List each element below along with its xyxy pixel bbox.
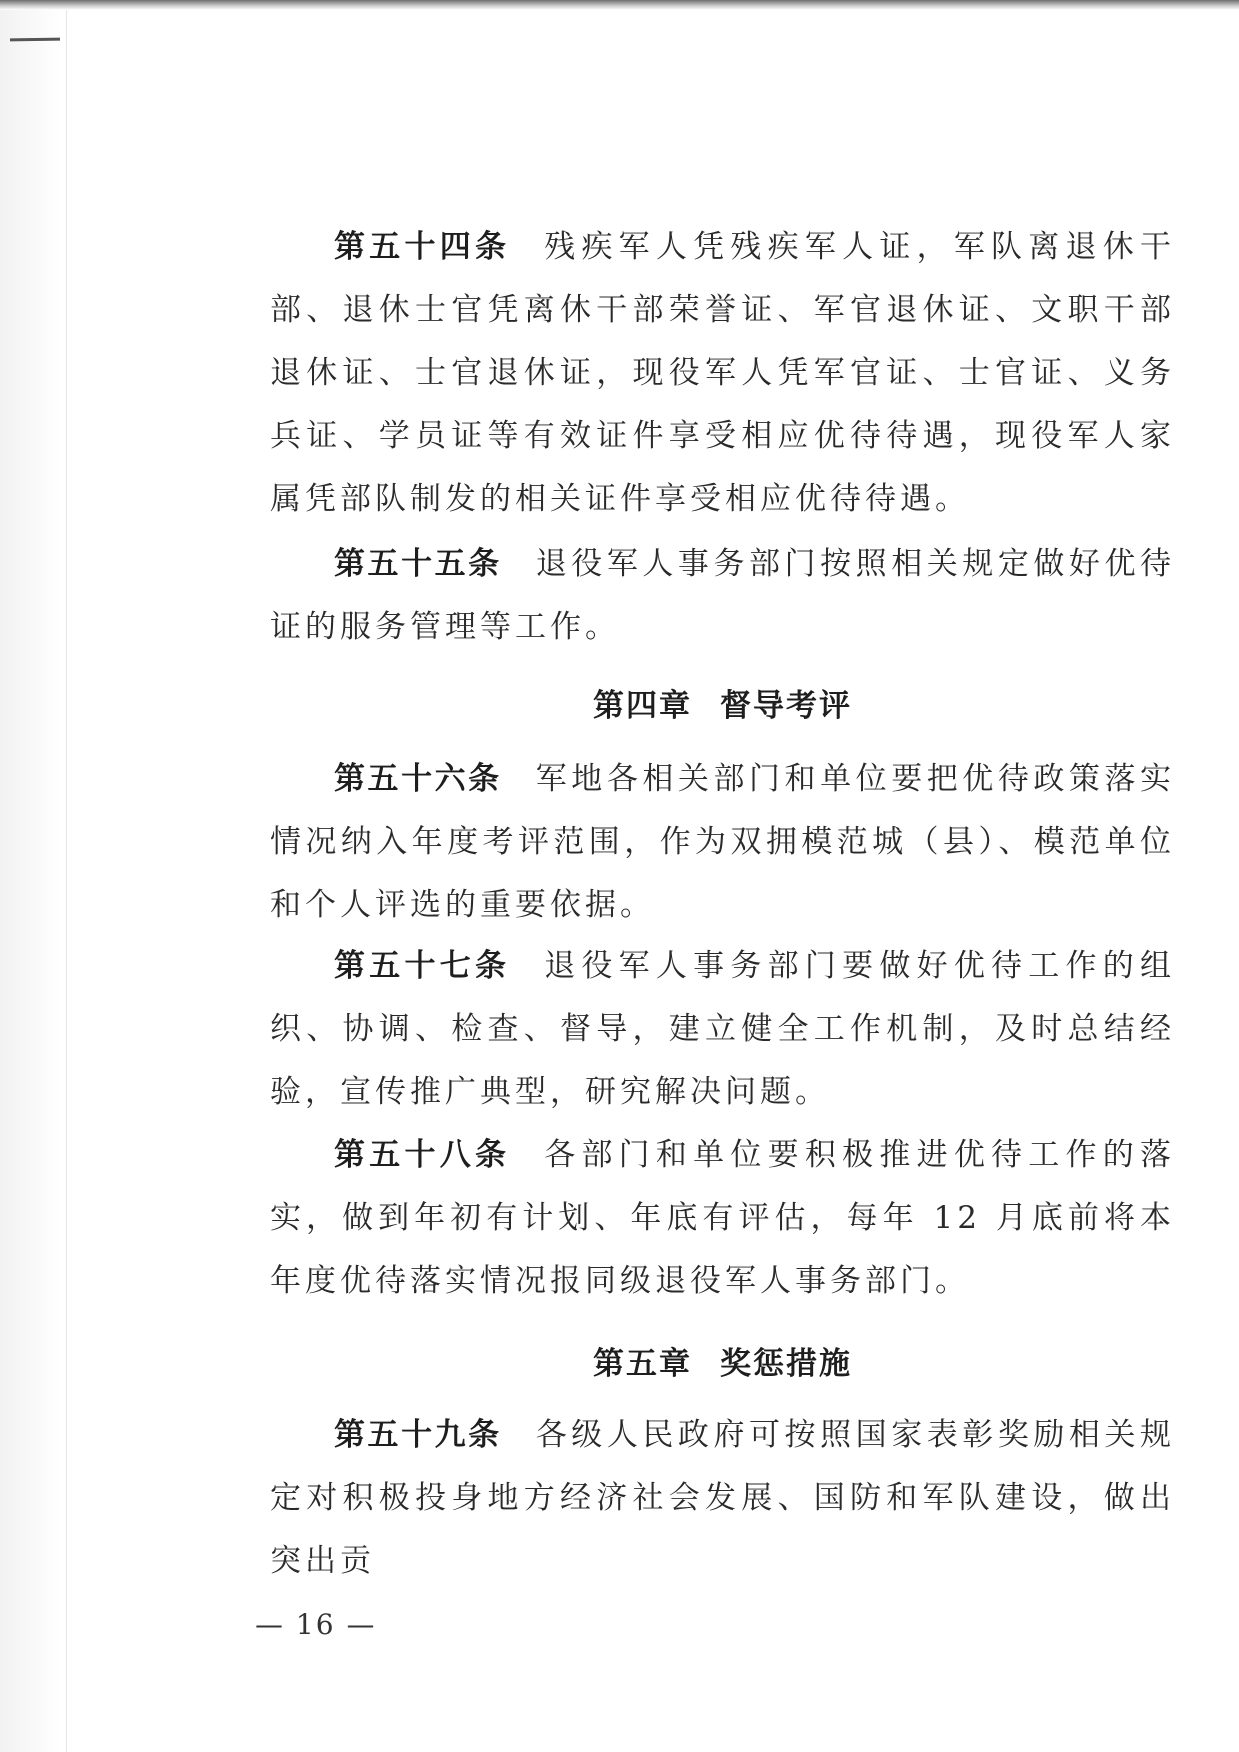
page-number-value: 16 <box>295 1608 336 1641</box>
page-number-dash-right: — <box>346 1608 377 1641</box>
article-text: 退役军人事务部门要做好优待工作的组织、协调、检查、督导，建立健全工作机制，及时总结经验，宣传推广典型，研究解决问题。 <box>270 948 1176 1110</box>
article-56 <box>270 748 1175 937</box>
article-58 <box>270 1124 1175 1313</box>
chapter-number: 第五章 <box>593 1346 692 1382</box>
article-text: 各部门和单位要积极推进优待工作的落实，做到年初有计划、年底有评估，每年 12 月底前将本年度优待落实情况报同级退役军人事务部门。 <box>270 1137 1176 1299</box>
chapter-heading-5 <box>270 1338 1175 1383</box>
article-label: 第五十九条 <box>334 1417 502 1453</box>
article-text: 退役军人事务部门按照相关规定做好优待证的服务管理等工作。 <box>270 546 1176 645</box>
article-54 <box>270 216 1175 531</box>
article-label: 第五十四条 <box>334 229 511 265</box>
article-text: 残疾军人凭残疾军人证，军队离退休干部、退休士官凭离休干部荣誉证、军官退休证、文职干部退休证、士官退休证，现役军人凭军官证、士官证、义务兵证、学员证等有效证件享受相应优待待遇，现役军人家属凭部队制发的相关证件享受相应优待待遇。 <box>270 229 1176 517</box>
article-57 <box>270 935 1175 1124</box>
article-55 <box>270 533 1175 659</box>
chapter-number: 第四章 <box>593 688 692 724</box>
chapter-title: 督导考评 <box>720 688 852 724</box>
article-59 <box>270 1404 1175 1593</box>
article-text: 各级人民政府可按照国家表彰奖励相关规定对积极投身地方经济社会发展、国防和军队建设，做出突出贡 <box>270 1417 1176 1579</box>
chapter-title: 奖惩措施 <box>720 1346 852 1382</box>
page-number <box>255 1608 376 1641</box>
page-number-dash-left: — <box>255 1608 285 1641</box>
article-label: 第五十五条 <box>334 546 502 582</box>
article-label: 第五十六条 <box>334 761 502 797</box>
article-label: 第五十七条 <box>334 948 511 984</box>
article-label: 第五十八条 <box>334 1137 511 1173</box>
chapter-heading-4 <box>270 680 1175 725</box>
article-text: 军地各相关部门和单位要把优待政策落实情况纳入年度考评范围，作为双拥模范城（县）、模范单位和个人评选的重要依据。 <box>270 761 1176 923</box>
